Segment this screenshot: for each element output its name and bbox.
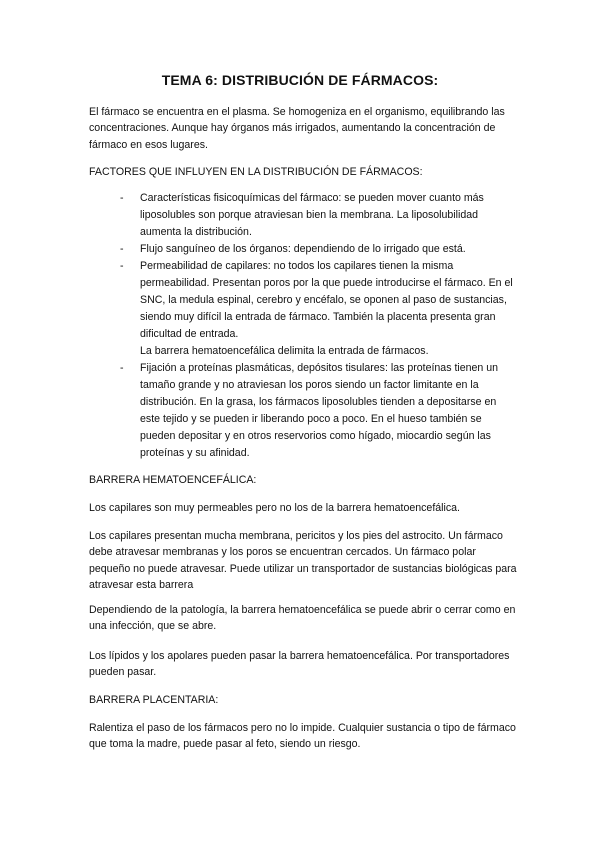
bhe-heading: BARRERA HEMATOENCEFÁLICA: <box>89 474 257 486</box>
list-item <box>89 360 519 462</box>
bhe-paragraph: Los capilares son muy permeables pero no los de la barrera hematoencefálica. <box>89 502 460 514</box>
list-item-extra: La barrera hematoencefálica delimita la entrada de fármacos. <box>140 345 429 357</box>
intro-paragraph: El fármaco se encuentra en el plasma. Se homogeniza en el organismo, equilibrando las concentraciones. Aunque hay órganos más irrigados, aumentando la concentración de fármaco en esos lugares. <box>89 106 505 151</box>
bullet-dash: - <box>120 243 124 255</box>
bhe-paragraph: Los lípidos y los apolares pueden pasar la barrera hematoencefálica. Por transportadores pueden pasar. <box>89 650 510 679</box>
bullet-dash: - <box>120 362 124 374</box>
list-item-text: Permeabilidad de capilares: no todos los capilares tienen la misma permeabilidad. Presentan poros por la que puede introducirse el fármaco. En el SNC, la medula espinal, cerebro y encéfalo, se oponen al paso de sustancias, siendo muy difícil la entrada de fármaco. También la placenta presenta gran dificultad de entrada. <box>140 260 513 340</box>
bhe-paragraph: Los capilares presentan mucha membrana, pericitos y los pies del astrocito. Un fármaco debe atravesar membranas y los poros se encuentran cercados. Un fármaco polar pequeño no puede atravesar. Puede utilizar un transportador de sustancias biológicas para atravesar esta barrera <box>89 530 517 592</box>
factors-list <box>89 190 519 462</box>
list-item-text: Fijación a proteínas plasmáticas, depósitos tisulares: las proteínas tienen un tamaño grande y no atraviesan los poros siendo un factor limitante en la distribución. En la grasa, los fármacos liposolubles tienden a depositarse en este tejido y se pueden ir liberando poco a poco. En el hueso también se pueden depositar y en otros reservorios como hígado, miocardio según las proteínas y su afinidad. <box>140 362 499 459</box>
page-title: TEMA 6: DISTRIBUCIÓN DE FÁRMACOS: <box>161 72 439 88</box>
list-item-text: Características fisicoquímicas del fármaco: se pueden mover cuanto más liposolubles son porque atraviesan bien la membrana. La liposolubilidad aumenta la distribución. <box>140 192 484 238</box>
list-item <box>89 241 519 258</box>
bullet-dash: - <box>120 260 124 272</box>
bullet-dash: - <box>120 192 124 204</box>
factors-heading: FACTORES QUE INFLUYEN EN LA DISTRIBUCIÓN DE FÁRMACOS: <box>89 166 423 178</box>
placenta-heading: BARRERA PLACENTARIA: <box>89 694 219 706</box>
list-item-text: Flujo sanguíneo de los órganos: dependiendo de lo irrigado que está. <box>140 243 466 255</box>
list-item <box>89 258 519 360</box>
placenta-paragraph: Ralentiza el paso de los fármacos pero no lo impide. Cualquier sustancia o tipo de fármaco que toma la madre, puede pasar al feto, siendo un riesgo. <box>89 722 516 751</box>
bhe-paragraph: Dependiendo de la patología, la barrera hematoencefálica se puede abrir o cerrar como en una infección, que se abre. <box>89 604 516 633</box>
list-item <box>89 190 519 241</box>
